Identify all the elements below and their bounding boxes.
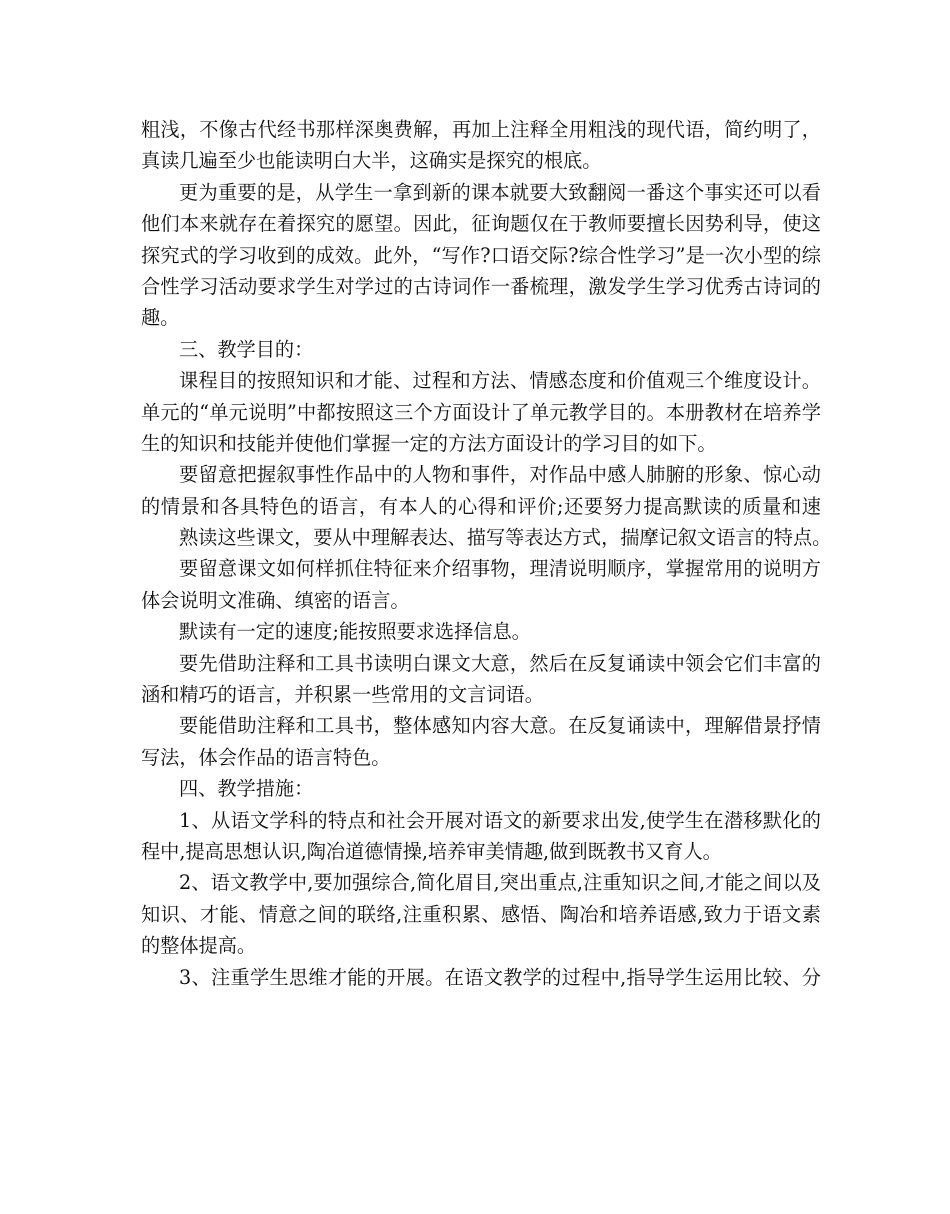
text-line: 生的知识和技能并使他们掌握一定的方法方面设计的学习目的如下。 <box>141 431 717 455</box>
text-line: 程中,提高思想认识,陶冶道德情操,培养审美情趣,做到既教书又育人。 <box>141 839 722 863</box>
text-line: 课程目的按照知识和才能、过程和方法、情感态度和价值观三个维度设计。 <box>179 369 821 393</box>
text-line: 的整体提高。 <box>141 934 257 958</box>
text-line: 要留意把握叙事性作品中的人物和事件，对作品中感人肺腑的形象、惊心动 <box>179 463 821 487</box>
text-line: 单元的“单元说明”中都按照这三个方面设计了单元教学目的。本册教材在培养学 <box>141 400 821 424</box>
text-line: 2、语文教学中,要加强综合,简化眉目,突出重点,注重知识之间,才能之间以及 <box>179 871 821 895</box>
text-line: 真读几遍至少也能读明白大半，这确实是探究的根底。 <box>141 149 602 173</box>
text-line: 趣。 <box>141 306 180 330</box>
text-line: 粗浅，不像古代经书那样深奥费解，再加上注释全用粗浅的现代语，简约明了， <box>141 118 821 141</box>
text-line: 1、从语文学科的特点和社会开展对语文的新要求出发,使学生在潜移默化的 <box>179 808 821 832</box>
text-line: 他们本来就存在着探究的愿望。因此，征询题仅在于教师要擅长因势利导，使这 <box>141 212 821 236</box>
text-line: 更为重要的是，从学生一拿到新的课本就要大致翻阅一番这个事实还可以看 <box>179 180 821 204</box>
text-line: 熟读这些课文，要从中理解表达、描写等表达方式，揣摩记叙文语言的特点。 <box>179 526 832 550</box>
text-line: 涵和精巧的语言，并积累一些常用的文言词语。 <box>141 683 544 707</box>
text-line: 探究式的学习收到的成效。此外，“写作?口语交际?综合性学习”是一次小型的综 <box>141 243 821 267</box>
text-line: 要留意课文如何样抓住特征来介绍事物，理清说明顺序，掌握常用的说明方 <box>179 557 821 581</box>
text-line: 的情景和各具特色的语言，有本人的心得和评价;还要努力提高默读的质量和速 <box>141 494 821 518</box>
text-line: 写法，体会作品的语言特色。 <box>141 745 391 769</box>
text-line: 知识、才能、情意之间的联络,注重积累、感悟、陶冶和培养语感,致力于语文素 <box>141 902 821 926</box>
text-line: 四、教学措施： <box>179 777 314 801</box>
text-line: 三、教学目的： <box>179 337 314 361</box>
text-line: 3、注重学生思维才能的开展。在语文教学的过程中,指导学生运用比较、分 <box>179 965 821 989</box>
text-line: 体会说明文准确、缜密的语言。 <box>141 588 410 612</box>
text-line: 合性学习活动要求学生对学过的古诗词作一番梳理，激发学生学习优秀古诗词的 <box>141 274 821 298</box>
document-body <box>141 114 832 993</box>
text-line: 要先借助注释和工具书读明白课文大意，然后在反复诵读中领会它们丰富的 <box>179 651 821 675</box>
text-line: 默读有一定的速度;能按照要求选择信息。 <box>179 620 531 644</box>
text-line: 要能借助注释和工具书，整体感知内容大意。在反复诵读中，理解借景抒情 <box>179 714 821 738</box>
